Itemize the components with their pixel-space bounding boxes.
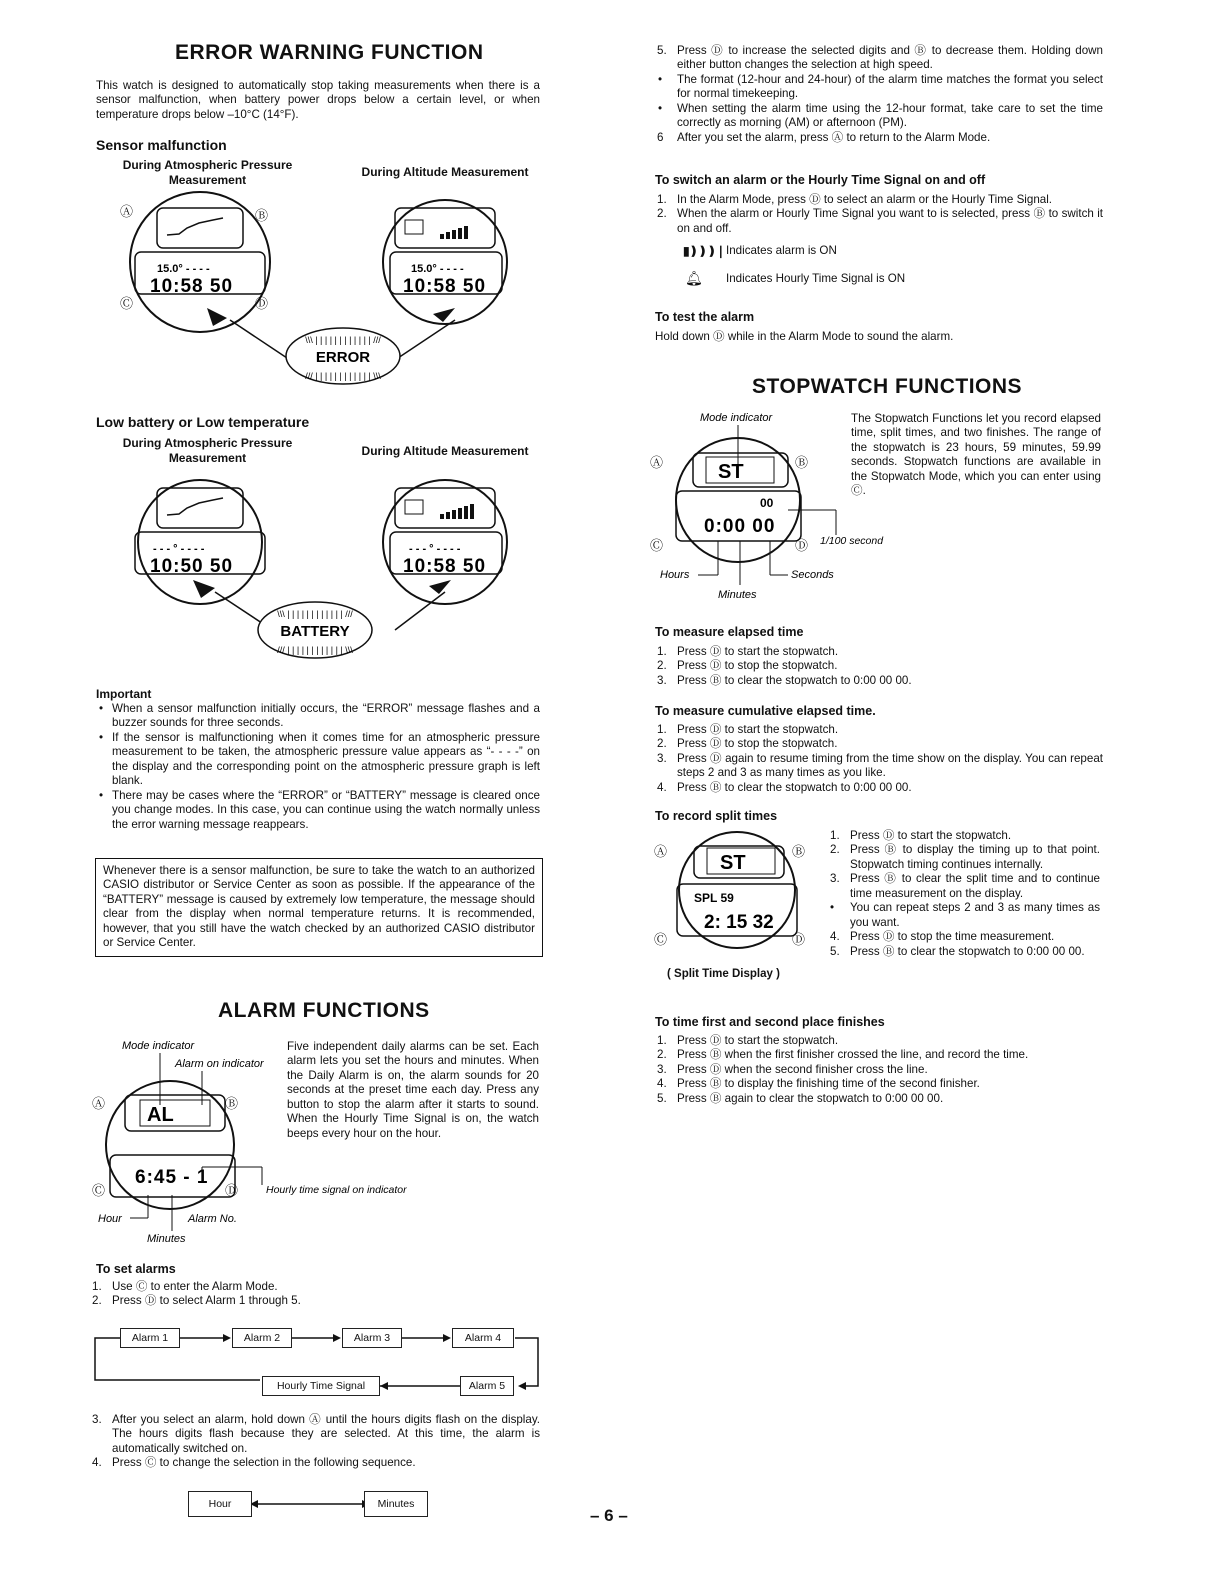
svg-text:10:58 50: 10:58 50 bbox=[150, 276, 234, 297]
flow-alarm-1: Alarm 1 bbox=[120, 1328, 180, 1348]
seq-hour: Hour bbox=[188, 1491, 252, 1517]
sensor-heading: Sensor malfunction bbox=[96, 137, 227, 153]
important-list bbox=[96, 702, 540, 832]
cumulative-steps bbox=[655, 723, 1103, 795]
error-intro: This watch is designed to automatically stop taking measurements when there is a sensor malfunction, when battery power drops below a certain level, or when temperature drops below –10°C (14°F). bbox=[96, 79, 540, 121]
svg-text:- - - ° - - - -: - - - ° - - - - bbox=[409, 543, 461, 555]
sensor-diagram bbox=[115, 190, 535, 390]
step-item: 3. After you select an alarm, hold down Ⓐ until the hours digits flash on the display. The hours digits flash because they are selected. At this time, the alarm is automatically switched on. bbox=[92, 1413, 540, 1455]
svg-text:AL: AL bbox=[147, 1104, 174, 1126]
step-item: 1. Press Ⓓ to start the stopwatch. bbox=[657, 645, 839, 658]
step-item: 4. Press Ⓑ to display the finishing time of the second finisher. bbox=[657, 1077, 980, 1091]
svg-text:Ⓒ: Ⓒ bbox=[650, 538, 664, 553]
step-item: 5. Press Ⓓ to increase the selected digits and Ⓑ to decrease them. Holding down either button changes the selection at high speed. bbox=[657, 44, 1103, 72]
svg-text:Alarm on indicator: Alarm on indicator bbox=[175, 1058, 264, 1070]
step-item: 1. In the Alarm Mode, press Ⓓ to select an alarm or the Hourly Time Signal. bbox=[657, 193, 1053, 206]
svg-text:\\\ | | | | | | | | | | | | //: \\\ | | | | | | | | | | | | /// bbox=[277, 609, 353, 619]
cumulative-heading: To measure cumulative elapsed time. bbox=[655, 704, 876, 718]
svg-text:/// | | | | | | | | | | | | \\: /// | | | | | | | | | | | | \\\ bbox=[305, 371, 381, 381]
svg-text:Ⓒ: Ⓒ bbox=[120, 296, 134, 311]
step-item: 3. Press Ⓓ when the second finisher cross the line. bbox=[657, 1062, 928, 1076]
atm-label-1: During Atmospheric Pressure Measurement bbox=[122, 158, 293, 187]
alarm-title: ALARM FUNCTIONS bbox=[218, 999, 430, 1022]
step-item: • You can repeat steps 2 and 3 as many times as you want. bbox=[830, 901, 1100, 929]
flow-hourly-signal: Hourly Time Signal bbox=[262, 1376, 380, 1396]
alarm-desc: Five independent daily alarms can be set. Each alarm lets you set the hours and minutes. When the Daily Alarm is on, the alarm sounds for 20 seconds at the preset time each day. Press any button to stop the alarm after it starts to sound. When the Hourly Time Signal is on, the watch beeps every hour on the hour. bbox=[287, 1040, 539, 1140]
svg-text:10:58 50: 10:58 50 bbox=[403, 276, 487, 297]
svg-text:- - - ° - - - -: - - - ° - - - - bbox=[153, 543, 205, 555]
svg-text:0:00 00: 0:00 00 bbox=[704, 516, 776, 537]
watch-alt-1 bbox=[383, 200, 507, 324]
switch-heading: To switch an alarm or the Hourly Time Signal on and off bbox=[655, 173, 986, 187]
split-caption: ( Split Time Display ) bbox=[667, 968, 780, 980]
svg-text:Ⓓ: Ⓓ bbox=[255, 296, 269, 311]
elapsed-steps bbox=[655, 645, 1103, 688]
step-item: 5. Press Ⓑ to clear the stopwatch to 0:00 00 00. bbox=[830, 944, 1085, 958]
svg-text:Hourly time signal on indicato: Hourly time signal on indicator bbox=[266, 1184, 407, 1196]
stopwatch-desc: The Stopwatch Functions let you record elapsed time, split times, and two finishes. The range of the stopwatch is 23 hours, 59 minutes, 59.99 seconds. Stopwatch functions are available in the Stopwatch Mode, which you can enter using Ⓒ. bbox=[851, 412, 1101, 498]
step-item: 2. Press Ⓓ to stop the stopwatch. bbox=[657, 659, 838, 673]
step-item: 2. Press Ⓓ to stop the stopwatch. bbox=[657, 737, 838, 751]
important-item: • If the sensor is malfunctioning when it comes time for an atmospheric pressure measurement to be taken, the atmospheric pressure value appears as “- - - -” on the display and the corresponding point on the atmospheric pressure graph is left blank. bbox=[96, 731, 540, 789]
svg-text:6:45 - 1: 6:45 - 1 bbox=[135, 1167, 209, 1188]
finish-steps bbox=[655, 1034, 1103, 1106]
svg-text:SPL 59: SPL 59 bbox=[694, 891, 734, 905]
split-diagram bbox=[652, 828, 822, 958]
step-item: 6 After you set the alarm, press Ⓐ to return to the Alarm Mode. bbox=[657, 130, 991, 144]
stopwatch-title: STOPWATCH FUNCTIONS bbox=[752, 375, 1023, 398]
bell-icon: 🔔︎ bbox=[685, 270, 703, 286]
step-item: 2. Press Ⓑ to display the timing up to that point. Stopwatch timing continues internally. bbox=[830, 843, 1100, 871]
step-item: 1. Press Ⓓ to start the stopwatch. bbox=[830, 829, 1012, 842]
atm-label-2: During Atmospheric Pressure Measurement bbox=[122, 436, 293, 465]
step-item: 2. Press Ⓑ when the first finisher crossed the line, and record the time. bbox=[657, 1048, 1029, 1062]
svg-text:Minutes: Minutes bbox=[718, 589, 757, 601]
split-steps bbox=[828, 829, 1100, 959]
svg-text:1/100 second: 1/100 second bbox=[820, 535, 884, 547]
svg-text:Ⓒ: Ⓒ bbox=[92, 1183, 106, 1198]
step-item: 1. Use Ⓒ to enter the Alarm Mode. bbox=[92, 1280, 278, 1293]
hour-minute-arrow bbox=[250, 1494, 370, 1514]
svg-text:Ⓑ: Ⓑ bbox=[225, 1096, 239, 1111]
set-alarms-steps-b bbox=[90, 1413, 540, 1471]
switch-steps bbox=[655, 193, 1103, 236]
battery-message: BATTERY bbox=[280, 623, 350, 640]
step-item: 4. Press Ⓒ to change the selection in the following sequence. bbox=[92, 1456, 416, 1470]
important-item: • When a sensor malfunction initially occurs, the “ERROR” message flashes and a buzzer sounds for three seconds. bbox=[96, 702, 540, 731]
page-number: – 6 – bbox=[590, 1506, 628, 1525]
important-item: • There may be cases where the “ERROR” or “BATTERY” message is cleared once you change modes. In this case, you can continue using the watch normally unless the error warning message reappears. bbox=[96, 789, 540, 832]
notice-box bbox=[95, 858, 543, 957]
step-item: 3. Press Ⓓ again to resume timing from the time show on the display. You can repeat steps 2 and 3 as many times as you like. bbox=[657, 751, 1103, 780]
important-heading: Important bbox=[96, 687, 152, 701]
svg-text:Alarm No.: Alarm No. bbox=[188, 1213, 237, 1225]
step-item: 3. Press Ⓑ to clear the stopwatch to 0:00 00 00. bbox=[657, 673, 912, 687]
svg-text:ST: ST bbox=[718, 461, 744, 483]
test-text: Hold down Ⓓ while in the Alarm Mode to sound the alarm. bbox=[655, 330, 954, 343]
error-message: ERROR bbox=[315, 349, 371, 366]
svg-text:00: 00 bbox=[760, 496, 774, 510]
set-alarms-heading: To set alarms bbox=[96, 1262, 176, 1276]
svg-text:10:58 50: 10:58 50 bbox=[403, 556, 487, 577]
svg-text:\\\ | | | | | | | | | | | | //: \\\ | | | | | | | | | | | | /// bbox=[305, 335, 381, 345]
alarm-continued bbox=[655, 44, 1103, 145]
svg-text:2: 15 32: 2: 15 32 bbox=[704, 912, 774, 933]
alt-label-2: During Altitude Measurement bbox=[361, 444, 529, 458]
set-alarms-steps-a bbox=[90, 1280, 540, 1309]
lowbatt-heading: Low battery or Low temperature bbox=[96, 414, 310, 430]
svg-text:Seconds: Seconds bbox=[791, 569, 834, 581]
svg-text:Ⓐ: Ⓐ bbox=[650, 455, 664, 470]
svg-text:Ⓐ: Ⓐ bbox=[120, 204, 134, 219]
notice-text: Whenever there is a sensor malfunction, be sure to take the watch to an authorized CASIO distributor or Service Center as soon as possible. If the appearance of the “BATTERY” message is caused by extremely low temperature, the message should clear from the display when normal temperature returns. It is recommended, however, that you still have the watch checked by an authorized CASIO distributor or Service Center. bbox=[103, 864, 535, 950]
error-title: ERROR WARNING FUNCTION bbox=[175, 41, 484, 64]
flow-alarm-2: Alarm 2 bbox=[232, 1328, 292, 1348]
step-item: 2. Press Ⓓ to select Alarm 1 through 5. bbox=[92, 1294, 301, 1308]
svg-text:Minutes: Minutes bbox=[147, 1233, 186, 1245]
svg-text:15.0° - - - -: 15.0° - - - - bbox=[411, 263, 464, 275]
note-item: • The format (12-hour and 24-hour) of the alarm time matches the format you select for normal timekeeping. bbox=[655, 73, 1103, 102]
svg-text:Ⓑ: Ⓑ bbox=[792, 844, 806, 859]
svg-text:Ⓐ: Ⓐ bbox=[92, 1096, 106, 1111]
svg-text:Ⓒ: Ⓒ bbox=[654, 932, 668, 947]
svg-text:Ⓐ: Ⓐ bbox=[654, 844, 668, 859]
note-item: • When setting the alarm time using the 12-hour format, take care to set the time correctly as morning (AM) or afternoon (PM). bbox=[655, 102, 1103, 131]
svg-text:10:50 50: 10:50 50 bbox=[150, 556, 234, 577]
watch-atm-1 bbox=[120, 192, 270, 332]
seq-minutes: Minutes bbox=[364, 1491, 428, 1517]
svg-text:Ⓓ: Ⓓ bbox=[225, 1183, 239, 1198]
test-heading: To test the alarm bbox=[655, 310, 755, 324]
battery-diagram bbox=[115, 470, 535, 670]
step-item: 4. Press Ⓓ to stop the time measurement. bbox=[830, 930, 1055, 944]
svg-text:ST: ST bbox=[720, 852, 746, 874]
step-item: 5. Press Ⓑ again to clear the stopwatch to 0:00 00 00. bbox=[657, 1091, 944, 1105]
svg-text:Ⓑ: Ⓑ bbox=[255, 208, 269, 223]
step-item: 1. Press Ⓓ to start the stopwatch. bbox=[657, 723, 839, 736]
svg-text:/// | | | | | | | | | | | | \\: /// | | | | | | | | | | | | \\\ bbox=[277, 645, 353, 655]
alarm-on-text: Indicates alarm is ON bbox=[726, 244, 837, 257]
step-item: 3. Press Ⓑ to clear the split time and to continue time measurement on the display. bbox=[830, 872, 1100, 900]
svg-text:Hour: Hour bbox=[98, 1213, 122, 1225]
svg-text:Ⓑ: Ⓑ bbox=[795, 455, 809, 470]
hourly-on-text: Indicates Hourly Time Signal is ON bbox=[726, 272, 906, 285]
svg-text:Ⓓ: Ⓓ bbox=[795, 538, 809, 553]
svg-text:Ⓓ: Ⓓ bbox=[792, 932, 806, 947]
split-heading: To record split times bbox=[655, 809, 778, 823]
finish-heading: To time first and second place finishes bbox=[655, 1015, 885, 1029]
step-item: 2. When the alarm or Hourly Time Signal you want to is selected, press Ⓑ to switch it on and off. bbox=[657, 207, 1103, 235]
flow-alarm-4: Alarm 4 bbox=[452, 1328, 514, 1348]
svg-text:15.0° - - - -: 15.0° - - - - bbox=[157, 263, 210, 275]
elapsed-heading: To measure elapsed time bbox=[655, 625, 804, 639]
step-item: 1. Press Ⓓ to start the stopwatch. bbox=[657, 1034, 839, 1047]
svg-text:Mode indicator: Mode indicator bbox=[122, 1040, 195, 1052]
step-item: 4. Press Ⓑ to clear the stopwatch to 0:00 00 00. bbox=[657, 780, 912, 794]
alt-label-1: During Altitude Measurement bbox=[361, 165, 529, 179]
svg-text:Mode indicator: Mode indicator bbox=[700, 412, 773, 424]
svg-text:Hours: Hours bbox=[660, 569, 690, 581]
flow-alarm-5: Alarm 5 bbox=[460, 1376, 514, 1396]
alarm-on-icon: ▮❫❫❫❘ bbox=[683, 244, 725, 258]
flow-alarm-3: Alarm 3 bbox=[342, 1328, 402, 1348]
